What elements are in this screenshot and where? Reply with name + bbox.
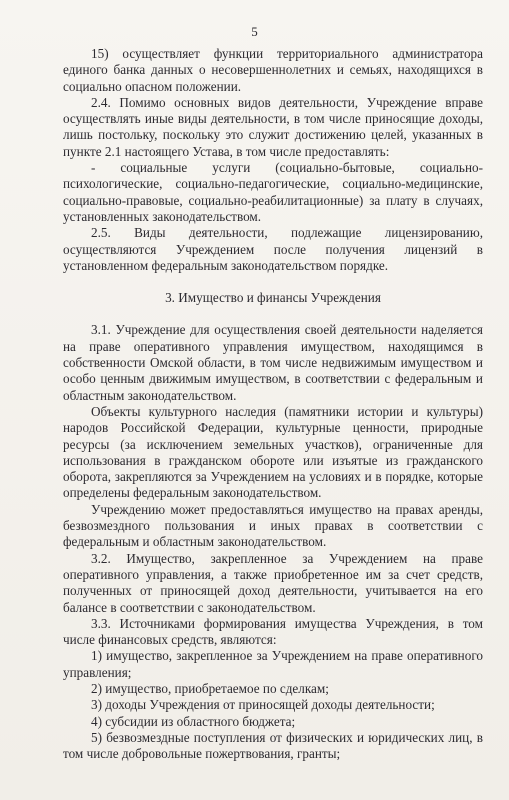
list-item-2: 2) имущество, приобретаемое по сделкам; bbox=[91, 680, 329, 696]
paragraph-cultural-heritage: Объекты культурного наследия (памятники истории и культуры) народов Российской Федерации, культурные ценности, природные ресурсы (за исключением земельных участков), ограниченные для использования в гражданском обороте или изъятые из гражданского оборота, закрепляются за Учреждением на условиях и в порядке, которые определены федеральным законодательством. bbox=[63, 403, 483, 501]
list-item-1: 1) имущество, закрепленное за Учреждением на праве оперативного управления; bbox=[63, 648, 483, 680]
paragraph-lease: Учреждению может предоставляться имущество на правах аренды, безвозмездного пользования и иных правах в соответствии с федеральным и областным законодательством. bbox=[63, 501, 483, 550]
paragraph-2-5: 2.5. Виды деятельности, подлежащие лицензированию, осуществляются Учреждением после получения лицензий в установленном федеральным законодательством порядке. bbox=[63, 225, 483, 273]
list-item-5: 5) безвозмездные поступления от физических и юридических лиц, в том числе добровольные пожертвования, гранты; bbox=[63, 729, 483, 762]
paragraph-15: 15) осуществляет функции территориального администратора единого банка данных о несовершеннолетних и семьях, находящихся в социально опасном положении. bbox=[63, 46, 483, 94]
paragraph-3-3: 3.3. Источниками формирования имущества Учреждения, в том числе финансовых средств, являются: bbox=[63, 615, 483, 648]
paragraph-social-services: - социальные услуги (социально-бытовые, социально-психологические, социально-педагогические, социально-медицинские, социально-правовые, социально-реабилитационные) за плату в случаях, установленных законодательством. bbox=[63, 160, 483, 224]
section-heading: 3. Имущество и финансы Учреждения bbox=[165, 290, 381, 306]
document-body bbox=[63, 46, 483, 762]
paragraph-3-2: 3.2. Имущество, закрепленное за Учреждением на праве оперативного управления, а также приобретенное им за счет средств, полученных от приносящей доход деятельности, учитывается на его балансе в соответствии с законодательством. bbox=[63, 550, 483, 615]
list-item-3: 3) доходы Учреждения от приносящей доходы деятельности; bbox=[91, 697, 435, 713]
paragraph-2-4: 2.4. Помимо основных видов деятельности, Учреждение вправе осуществлять иные виды деятельности, в том числе приносящие доходы, лишь постольку, поскольку это служит достижению целей, указанных в пункте 2.1 настоящего Устава, в том числе предоставлять: bbox=[63, 94, 483, 159]
paragraph-3-1: 3.1. Учреждение для осуществления своей деятельности наделяется на праве оперативного управления имуществом, находящимся в собственности Омской области, в том числе недвижимым имуществом и особо ценным движимым имуществом, в соответствии с федеральным и областным законодательством. bbox=[63, 322, 483, 403]
page-number: 5 bbox=[251, 24, 258, 39]
list-item-4: 4) субсидии из областного бюджета; bbox=[91, 713, 296, 729]
